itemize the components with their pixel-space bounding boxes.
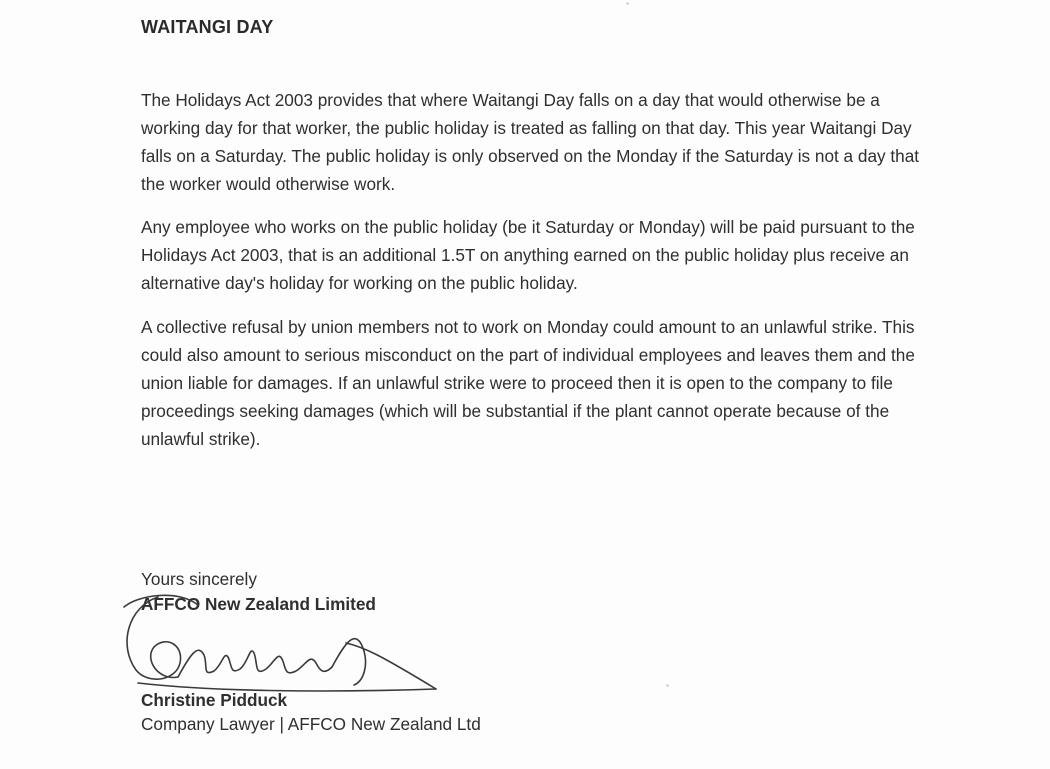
page-title: WAITANGI DAY — [141, 17, 274, 37]
paragraph-holidays-act: The Holidays Act 2003 provides that where Waitangi Day falls on a day that would otherwise be a working day for that worker, the public holiday is treated as falling on that day. This year Waitangi Day falls on a Saturday. The public holiday is only observed on the Monday if the Saturday is not a day that the worker would otherwise work. — [141, 90, 920, 194]
paper-speck — [626, 2, 629, 5]
company-name: AFFCO New Zealand Limited — [141, 594, 376, 614]
paragraph-unlawful-strike: A collective refusal by union members not to work on Monday could amount to an unlawful strike. This could also amount to serious misconduct on the part of individual employees and leaves them and the union liable for damages. If an unlawful strike were to proceed then it is open to the company to file proceedings seeking damages (which will be substantial if the plant cannot operate because of the unlawful strike). — [141, 317, 915, 449]
svg-text:Pidduck: Pidduck — [268, 654, 277, 656]
paragraph-pay-rate: Any employee who works on the public holiday (be it Saturday or Monday) will be paid pursuant to the Holidays Act 2003, that is an additional 1.5T on anything earned on the public holiday plus receive an alternative day's holiday for working on the public holiday. — [141, 217, 915, 293]
signer-name: Christine Pidduck — [141, 690, 288, 710]
paper-speck — [666, 684, 669, 687]
signer-title: Company Lawyer | AFFCO New Zealand Ltd — [141, 714, 481, 734]
closing-salutation: Yours sincerely — [141, 569, 257, 589]
